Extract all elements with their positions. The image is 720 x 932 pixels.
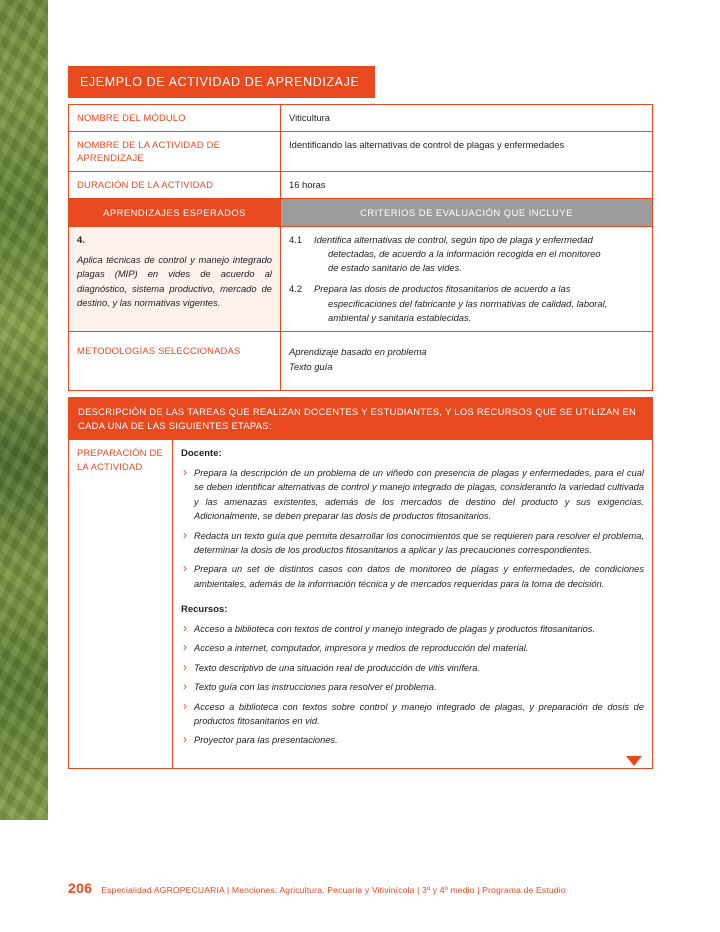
docente-list [181,466,644,591]
metodologia-item: Texto guía [289,360,333,372]
metodologias-value [281,331,653,390]
table-row [69,440,653,769]
table-row [69,105,653,132]
list-item: › Acceso a biblioteca con textos sobre control y manejo integrado de plagas, y preparación de dosis de productos fitosanitarios en vid. [181,700,644,729]
criterio-item [289,282,644,324]
tasks-table [68,397,653,769]
continuation-triangle-icon [626,756,642,766]
module-name-value: Viticultura [281,105,653,132]
criterios-band: CRITERIOS DE EVALUACIÓN QUE INCLUYE [281,198,653,227]
aprendizaje-number: 4. [77,234,85,246]
duration-value: 16 horas [281,171,653,198]
document-page [68,0,652,769]
list-item: › Texto guía con las instrucciones para resolver el problema. [181,680,644,694]
criterio-line: especificaciones del fabricante y las normativas de calidad, laboral, [328,297,608,309]
footer [68,880,668,896]
preparacion-label: PREPARACIÓN DE LA ACTIVIDAD [69,440,173,769]
aprendizaje-text: Aplica técnicas de control y manejo integrado plagas (MIP) en vides de acuerdo al diagnóstico, sistema productivo, mercado de destino, y las normativas vigentes. [77,253,272,309]
list-item: › Proyector para las presentaciones. [181,733,644,747]
criterio-line: de estado sanitario de las vides. [328,262,462,274]
criterio-number: 4.2 [289,283,303,295]
criterio-line: ambiental y sanitaria establecidas. [328,311,472,323]
vineyard-photo-strip [0,0,48,820]
table-row [69,331,653,390]
criterio-line: Identifica alternativas de control, según tipo de plaga y enfermedad [314,234,593,246]
table-row [69,171,653,198]
list-item: › Redacta un texto guía que permita desarrollar los conocimientos que se requieren para resolver el problema, determinar la dosis de los productos fitosanitarios a aplicar y las precauciones correspondientes. [181,529,644,558]
list-item: › Prepara la descripción de un problema de un viñedo con presencia de plagas y enfermedades, para el cual se deben identificar alternativas de control y manejo integrado de plagas, considerando la variedad cultivada y las amenazas existentes, además de los mercados de destino del producto y sus exigencias. Adicionalmente, se deben preparar las dosis de productos fitosanitarios. [181,466,644,524]
page-title: EJEMPLO DE ACTIVIDAD DE APRENDIZAJE [68,66,375,98]
table-header-row [69,397,653,439]
criterio-number: 4.1 [289,234,303,246]
docente-heading: Docente: [181,448,222,460]
list-item: › Prepara un set de distintos casos con datos de monitoreo de plagas y enfermedades, de condiciones ambientales, además de la información técnica y de mercados requeridas para la toma de decisión. [181,562,644,591]
recursos-heading: Recursos: [181,604,228,616]
metodologias-label: METODOLOGÍAS SELECCIONADAS [69,331,281,390]
activity-name-value: Identificando las alternativas de control de plagas y enfermedades [281,131,653,171]
list-item: › Acceso a internet, computador, impresora y medios de reproducción del material. [181,641,644,655]
table-row [69,131,653,171]
criterio-line: detectadas, de acuerdo a la información recogida en el monitoreo [328,248,601,260]
recursos-list [181,622,644,748]
footer-text: Especialidad AGROPECUARIA | Menciones: Agricultura, Pecuaria y Vitivinícola | 3º y 4º medio | Programa de Estudio [101,885,566,895]
activity-table [68,104,653,391]
aprendizaje-cell [69,227,281,332]
table-header-row [69,198,653,227]
description-band: DESCRIPCIÓN DE LAS TAREAS QUE REALIZAN DOCENTES Y ESTUDIANTES, Y LOS RECURSOS QUE SE UTILIZAN EN CADA UNA DE LAS SIGUIENTES ETAPAS: [69,397,653,439]
page-number: 206 [68,880,93,896]
aprendizajes-band: APRENDIZAJES ESPERADOS [69,198,281,227]
criterios-cell [281,227,653,332]
table-row [69,227,653,332]
list-item: › Acceso a biblioteca con textos de control y manejo integrado de plagas y productos fitosanitarios. [181,622,644,636]
activity-name-label: NOMBRE DE LA ACTIVIDAD DE APRENDIZAJE [69,131,281,171]
preparacion-content [173,440,653,769]
criterio-item [289,233,644,275]
module-name-label: NOMBRE DEL MÓDULO [69,105,281,132]
criterio-line: Prepara las dosis de productos fitosanitarios de acuerdo a las [314,283,571,295]
list-item: › Texto descriptivo de una situación real de producción de vitis vinífera. [181,661,644,675]
duration-label: DURACIÓN DE LA ACTIVIDAD [69,171,281,198]
metodologia-item: Aprendizaje basado en problema [289,345,427,357]
